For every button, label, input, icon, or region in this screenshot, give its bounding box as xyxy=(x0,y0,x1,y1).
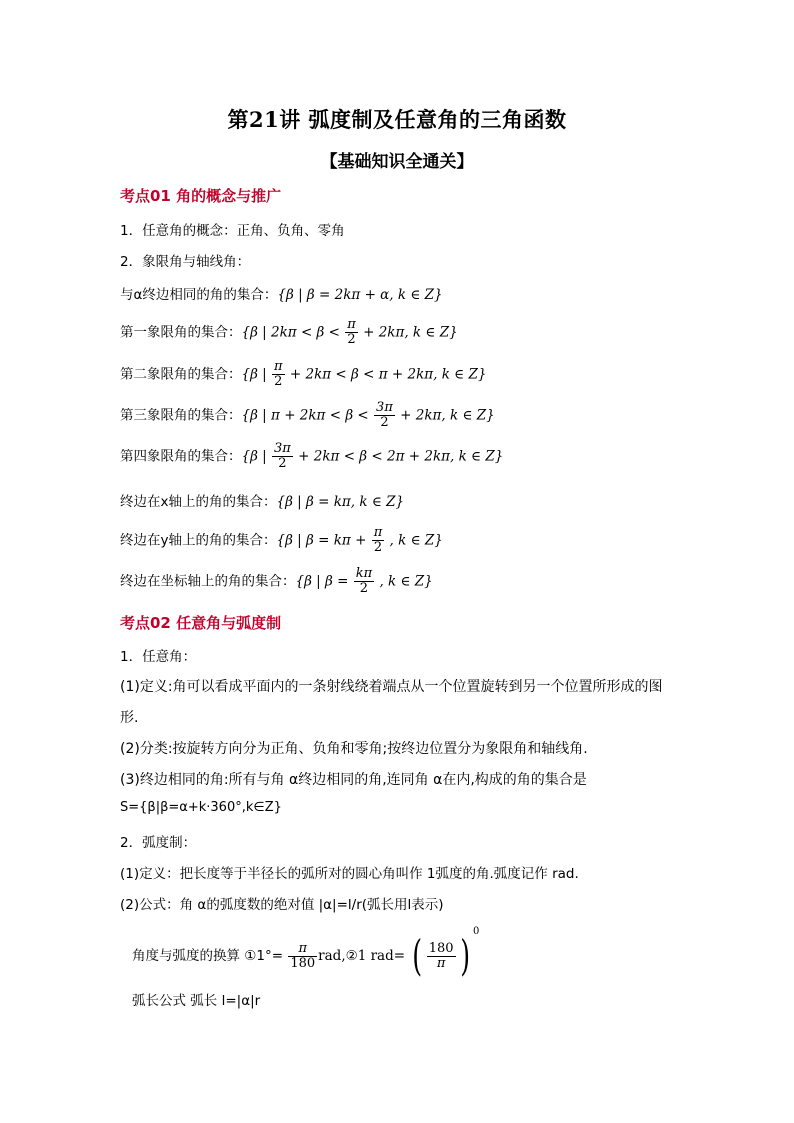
conv-frac-num: π xyxy=(298,940,308,956)
conversion-big-fraction xyxy=(427,942,456,971)
q3-set xyxy=(120,401,495,430)
q3-fraction xyxy=(374,401,395,430)
right-paren: ) xyxy=(459,931,470,980)
q3-label: 第三象限角的集合： xyxy=(120,407,242,424)
s2-item2: 2．弧度制： xyxy=(120,835,197,851)
s2-coterminal-line2: S={β|β=α+k·360°,k∈Z} xyxy=(120,800,282,815)
q1-frac-den: 2 xyxy=(345,332,358,347)
conversion-label: 角度与弧度的换算 ①1°= xyxy=(132,948,284,964)
axes-right: , k ∈ Z} xyxy=(379,573,433,590)
xaxis-set xyxy=(120,490,404,510)
conversion-fraction xyxy=(288,942,317,971)
yaxis-label: 终边在y轴上的角的集合： xyxy=(120,532,277,549)
xaxis-label: 终边在x轴上的角的集合： xyxy=(120,494,277,510)
yaxis-fraction xyxy=(372,526,385,555)
s2-item1: 1．任意角： xyxy=(120,649,197,665)
yaxis-frac-num: π xyxy=(373,525,383,540)
q4-right: + 2kπ < β < 2π + 2kπ, k ∈ Z} xyxy=(298,448,504,465)
conversion-mid: rad,②1 rad= xyxy=(318,948,406,964)
s2-radian-definition: (1)定义：把长度等于半径长的弧所对的圆心角叫作 1弧度的角.弧度记作 rad. xyxy=(120,866,579,882)
section2-heading: 考点02 任意角与弧度制 xyxy=(120,614,282,632)
q3-frac-den: 2 xyxy=(374,415,395,430)
q1-frac-num: π xyxy=(347,317,356,332)
axes-fraction xyxy=(354,567,374,596)
s2-definition-line2: 形. xyxy=(120,710,139,726)
q2-right: + 2kπ < β < π + 2kπ, k ∈ Z} xyxy=(289,366,487,383)
q3-left: {β | π + 2kπ < β < xyxy=(241,407,369,424)
s2-classification: (2)分类:按旋转方向分为正角、负角和零角;按终边位置分为象限角和轴线角. xyxy=(120,741,588,757)
yaxis-frac-den: 2 xyxy=(372,540,385,555)
q2-left: {β | xyxy=(241,366,267,383)
q1-label: 第一象限角的集合： xyxy=(120,324,242,341)
coterminal-set xyxy=(120,283,443,303)
conv-big-num: 180 xyxy=(428,940,454,956)
conv-frac-den: 180 xyxy=(290,955,316,971)
conversion-exponent: 0 xyxy=(472,926,480,937)
yaxis-set xyxy=(120,526,443,555)
conversion-line xyxy=(132,926,480,980)
q2-frac-num: π xyxy=(274,359,283,374)
q1-right: + 2kπ, k ∈ Z} xyxy=(363,324,458,341)
q4-left: {β | xyxy=(241,448,267,465)
q1-left: {β | 2kπ < β < xyxy=(241,324,340,341)
arc-length-formula: 弧长公式 弧长 l=|α|r xyxy=(132,993,261,1009)
section1-heading: 考点01 角的概念与推广 xyxy=(120,187,282,205)
page-subtitle: 【基础知识全通关】 xyxy=(320,152,474,172)
q2-fraction xyxy=(272,360,285,389)
axes-label: 终边在坐标轴上的角的集合： xyxy=(120,573,296,590)
yaxis-right: , k ∈ Z} xyxy=(389,532,443,549)
q1-fraction xyxy=(345,318,358,347)
q3-right: + 2kπ, k ∈ Z} xyxy=(400,407,495,424)
page-title: 第21讲 弧度制及任意角的三角函数 xyxy=(227,107,567,132)
s1-item1: 1．任意角的概念：正角、负角、零角 xyxy=(120,223,345,239)
q4-frac-num: 3π xyxy=(274,441,291,456)
left-paren: ( xyxy=(412,931,423,980)
s1-item2: 2．象限角与轴线角： xyxy=(120,254,251,270)
q4-set xyxy=(120,442,503,471)
axes-left: {β | β = xyxy=(295,573,349,590)
s2-definition-line1: (1)定义:角可以看成平面内的一条射线绕着端点从一个位置旋转到另一个位置所形成的图 xyxy=(120,679,663,695)
q2-frac-den: 2 xyxy=(272,374,285,389)
axes-set xyxy=(120,567,433,596)
q4-fraction xyxy=(272,442,293,471)
axes-frac-num: kπ xyxy=(355,566,373,581)
coterminal-formula: {β | β = 2kπ + α, k ∈ Z} xyxy=(277,287,443,303)
q4-label: 第四象限角的集合： xyxy=(120,448,242,465)
q4-frac-den: 2 xyxy=(272,456,293,471)
q2-set xyxy=(120,360,486,389)
q3-frac-num: 3π xyxy=(376,400,393,415)
coterminal-label: 与α终边相同的角的集合： xyxy=(120,287,278,303)
q1-set xyxy=(120,318,458,347)
yaxis-left: {β | β = kπ + xyxy=(276,532,367,549)
axes-frac-den: 2 xyxy=(354,581,374,596)
conv-big-den: π xyxy=(427,956,456,971)
s2-coterminal-line1: (3)终边相同的角:所有与角 α终边相同的角,连同角 α在内,构成的角的集合是 xyxy=(120,772,587,788)
xaxis-formula: {β | β = kπ, k ∈ Z} xyxy=(276,494,405,510)
s2-radian-formula: (2)公式：角 α的弧度数的绝对值 |α|=l/r(弧长用l表示) xyxy=(120,897,444,913)
q2-label: 第二象限角的集合： xyxy=(120,366,242,383)
